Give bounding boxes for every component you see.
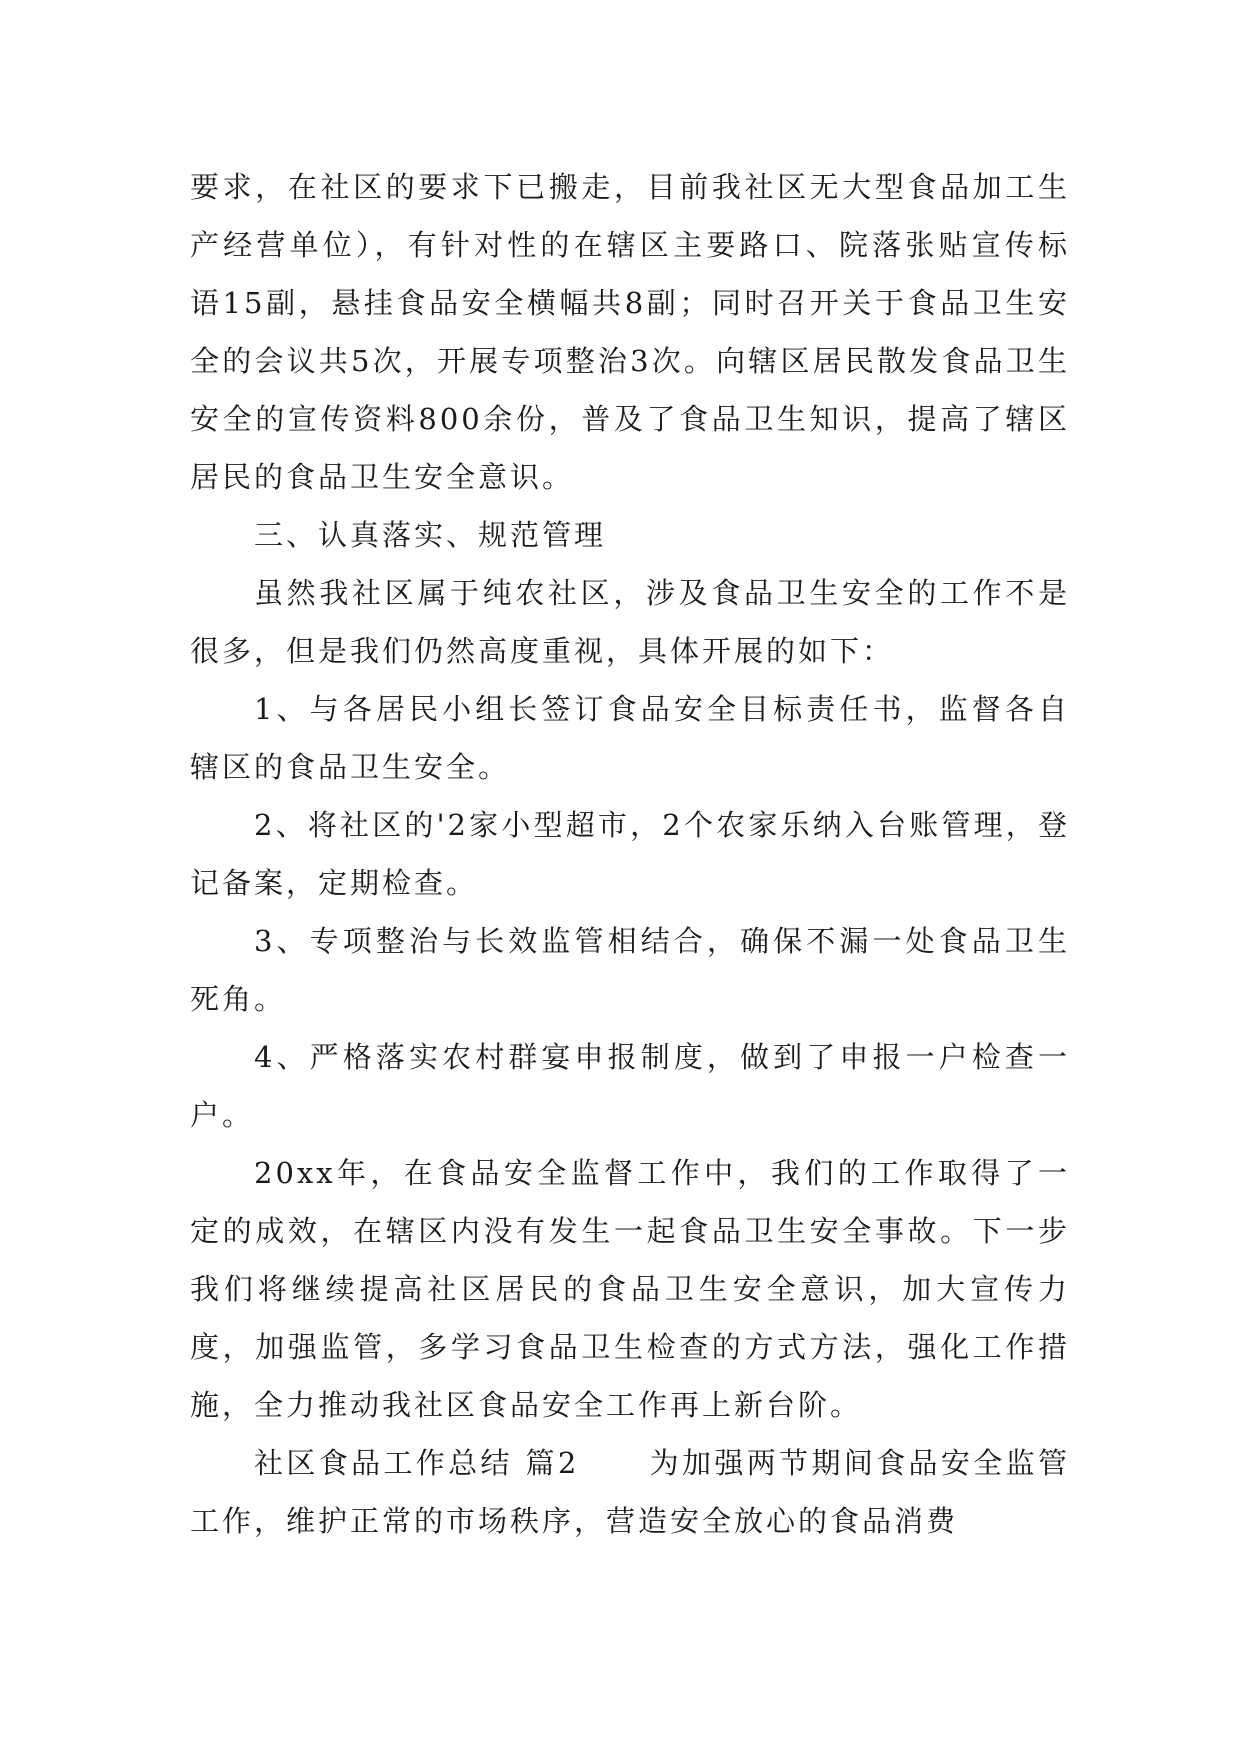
document-page xyxy=(190,158,1070,1550)
paragraph-part-2-intro xyxy=(190,1434,1070,1550)
list-item-4: 4、严格落实农村群宴申报制度，做到了申报一户检查一户。 xyxy=(190,1040,1070,1132)
section-heading-implementation: 三、认真落实、规范管理 xyxy=(254,518,607,552)
paragraph-community-overview: 虽然我社区属于纯农社区，涉及食品卫生安全的工作不是很多，但是我们仍然高度重视，具体开展的如下： xyxy=(190,576,1070,668)
paragraph-annual-summary: 20xx年，在食品安全监督工作中，我们的工作取得了一定的成效，在辖区内没有发生一起食品卫生安全事故。下一步我们将继续提高社区居民的食品卫生安全意识，加大宣传力度，加强监管，多学习食品卫生检查的方式方法，强化工作措施，全力推动我社区食品安全工作再上新台阶。 xyxy=(190,1156,1070,1422)
part-2-heading: 社区食品工作总结 篇2 xyxy=(254,1446,580,1480)
list-item-3: 3、专项整治与长效监管相结合，确保不漏一处食品卫生死角。 xyxy=(190,924,1070,1016)
list-item-2: 2、将社区的'2家小型超市，2个农家乐纳入台账管理，登记备案，定期检查。 xyxy=(190,808,1070,900)
part-2-text: 为加强两节期间食品安全监管工作，维护正常的市场秩序，营造安全放心的食品消费 xyxy=(190,1446,1070,1538)
list-item-1: 1、与各居民小组长签订食品安全目标责任书，监督各自辖区的食品卫生安全。 xyxy=(190,692,1070,784)
paragraph-food-safety-publicity: 要求，在社区的要求下已搬走，目前我社区无大型食品加工生产经营单位），有针对性的在辖区主要路口、院落张贴宣传标语15副，悬挂食品安全横幅共8副；同时召开关于食品卫生安全的会议共5次，开展专项整治3次。向辖区居民散发食品卫生安全的宣传资料800余份，普及了食品卫生知识，提高了辖区居民的食品卫生安全意识。 xyxy=(190,170,1070,494)
